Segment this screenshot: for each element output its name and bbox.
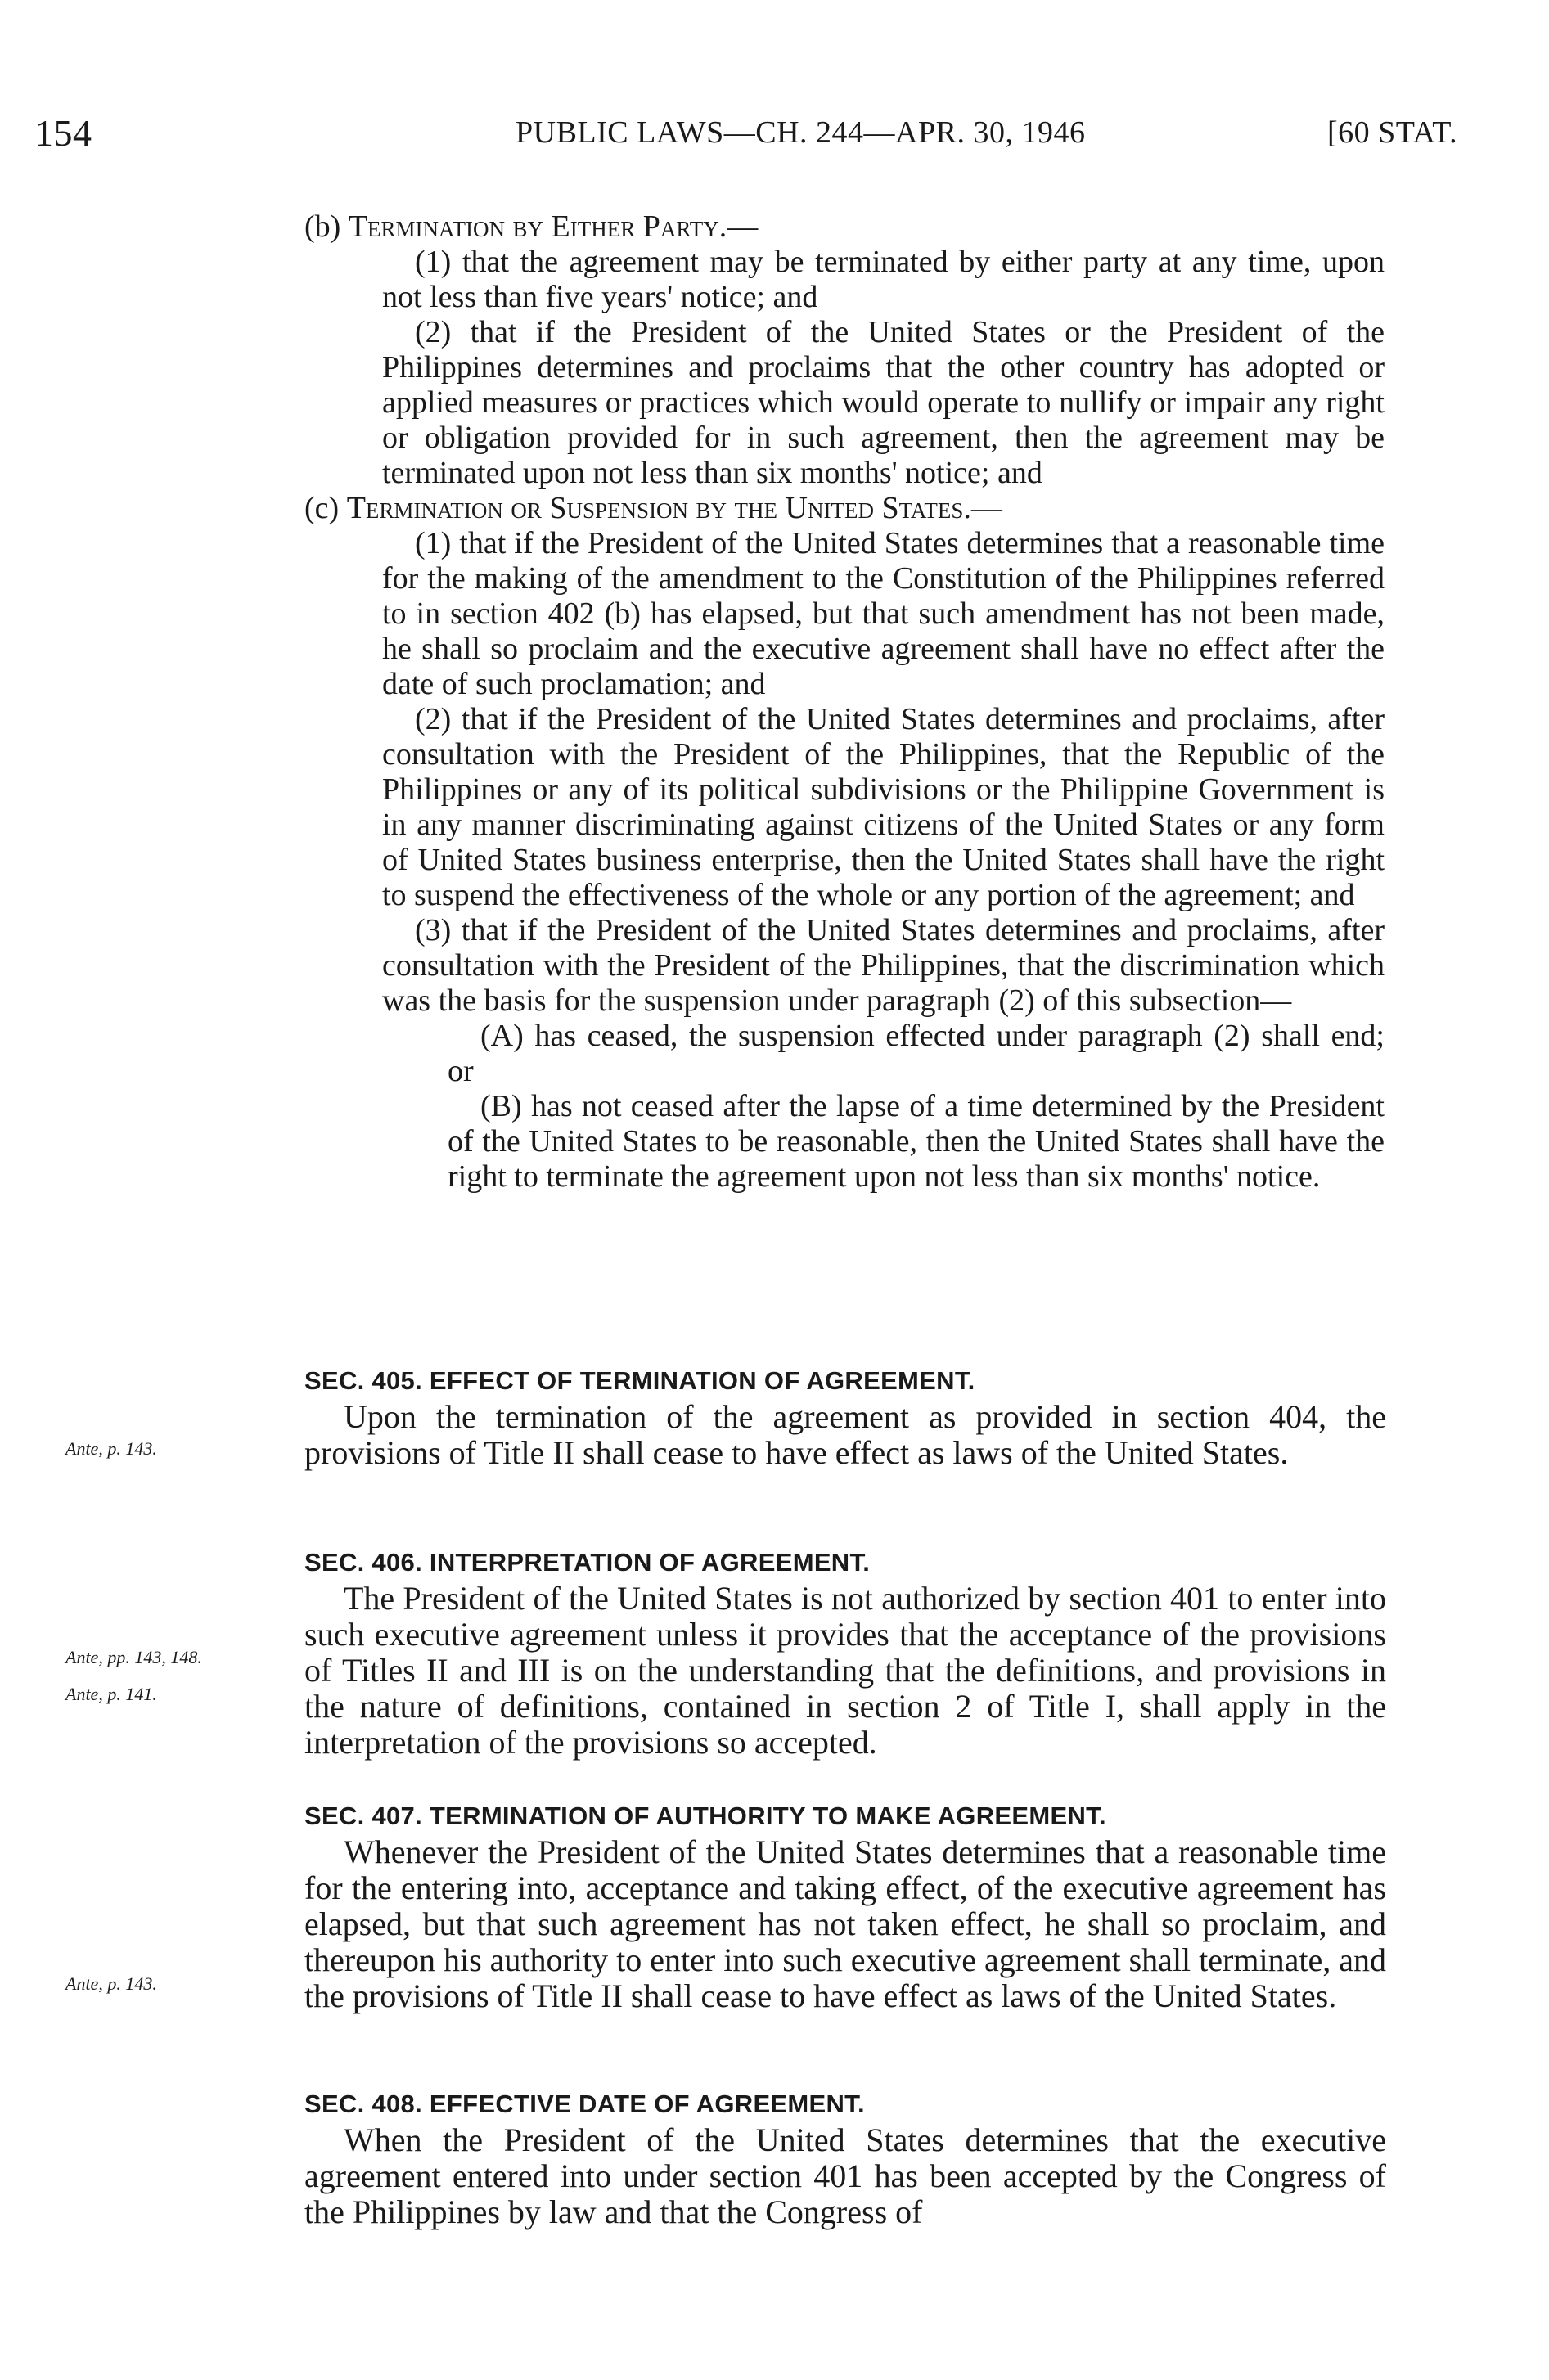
- section-408-title: SEC. 408. EFFECTIVE DATE OF AGREEMENT.: [304, 2090, 865, 2118]
- subsection-b-title: Termination by Either Party.—: [348, 209, 759, 244]
- section-404-continuation: [304, 209, 1385, 1194]
- volume-reference: [60 STAT.: [1327, 115, 1458, 150]
- section-408: [304, 2088, 1386, 2230]
- subsection-c-para-2: (2) that if the President of the United States determines and proclaims, after consultation with the President of the Philippines, that the Republic of the Philippines or any of its political subdivisions or the Philippine Government is in any manner discriminating against citizens of the United States or any form of United States business enterprise, then the United States shall have the right to suspend the effectiveness of the whole or any portion of the agreement; and: [382, 702, 1385, 912]
- subsection-c-label: (c): [304, 491, 340, 525]
- margin-note: Ante, p. 141.: [65, 1684, 157, 1704]
- section-406: [304, 1546, 1386, 1761]
- section-406-body: The President of the United States is not authorized by section 401 to enter into such executive agreement unless it provides that the acceptance of the provisions of Titles II and III is on the understanding that the definitions, and provisions in the nature of definitions, contained in section 2 of Title I, shall apply in the interpretation of the provisions so accepted.: [304, 1580, 1386, 1761]
- section-406-title: SEC. 406. INTERPRETATION OF AGREEMENT.: [304, 1548, 871, 1577]
- subparagraph-b: (B) has not ceased after the lapse of a time determined by the President of the United States to be reasonable, then the United States shall have the right to terminate the agreement upon not less than six months' notice.: [448, 1089, 1385, 1194]
- subsection-b-para-1: (1) that the agreement may be terminated by either party at any time, upon not less than five years' notice; and: [382, 245, 1385, 314]
- subsection-b-para-2: (2) that if the President of the United States or the President of the Philippines determines and proclaims that the other country has adopted or applied measures or practices which would operate to nullify or impair any right or obligation provided for in such agreement, then the agreement may be terminated upon not less than six months' notice; and: [382, 315, 1385, 490]
- running-head: PUBLIC LAWS—CH. 244—APR. 30, 1946: [516, 115, 1086, 150]
- section-405-title: SEC. 405. EFFECT OF TERMINATION OF AGREEMENT.: [304, 1366, 975, 1395]
- section-408-body: When the President of the United States determines that the executive agreement entered into under section 401 has been accepted by the Congress of the Philippines by law and that the Congress of: [304, 2121, 1386, 2230]
- margin-note: Ante, p. 143.: [65, 1973, 157, 1994]
- margin-note: Ante, p. 143.: [65, 1438, 157, 1459]
- page-number: 154: [34, 112, 92, 154]
- section-405: [304, 1365, 1386, 1471]
- subsection-c-para-3: (3) that if the President of the United States determines and proclaims, after consultation with the President of the Philippines, that the discrimination which was the basis for the suspension under paragraph (2) of this subsection—: [382, 913, 1385, 1018]
- section-407-title: SEC. 407. TERMINATION OF AUTHORITY TO MAKE AGREEMENT.: [304, 1802, 1106, 1830]
- subsection-b-heading: [304, 209, 1385, 245]
- subsection-c-para-1: (1) that if the President of the United States determines that a reasonable time for the making of the amendment to the Constitution of the Philippines referred to in section 402 (b) has elapsed, but that such amendment has not been made, he shall so proclaim and the executive agreement shall have no effect after the date of such proclamation; and: [382, 526, 1385, 701]
- section-405-body: Upon the termination of the agreement as provided in section 404, the provisions of Title II shall cease to have effect as laws of the United States.: [304, 1398, 1386, 1471]
- margin-note: Ante, pp. 143, 148.: [65, 1647, 202, 1667]
- subsection-c-title: Termination or Suspension by the United States.—: [346, 491, 1002, 525]
- section-407: [304, 1800, 1386, 2014]
- subsection-b-label: (b): [304, 209, 341, 244]
- subparagraph-a: (A) has ceased, the suspension effected under paragraph (2) shall end; or: [448, 1019, 1385, 1088]
- subsection-c-heading: [304, 491, 1385, 526]
- section-407-body: Whenever the President of the United States determines that a reasonable time for the entering into, acceptance and taking effect, of the executive agreement has elapsed, but that such agreement has not taken effect, he shall so proclaim, and thereupon his authority to enter into such executive agreement shall terminate, and the provisions of Title II shall cease to have effect as laws of the United States.: [304, 1833, 1386, 2014]
